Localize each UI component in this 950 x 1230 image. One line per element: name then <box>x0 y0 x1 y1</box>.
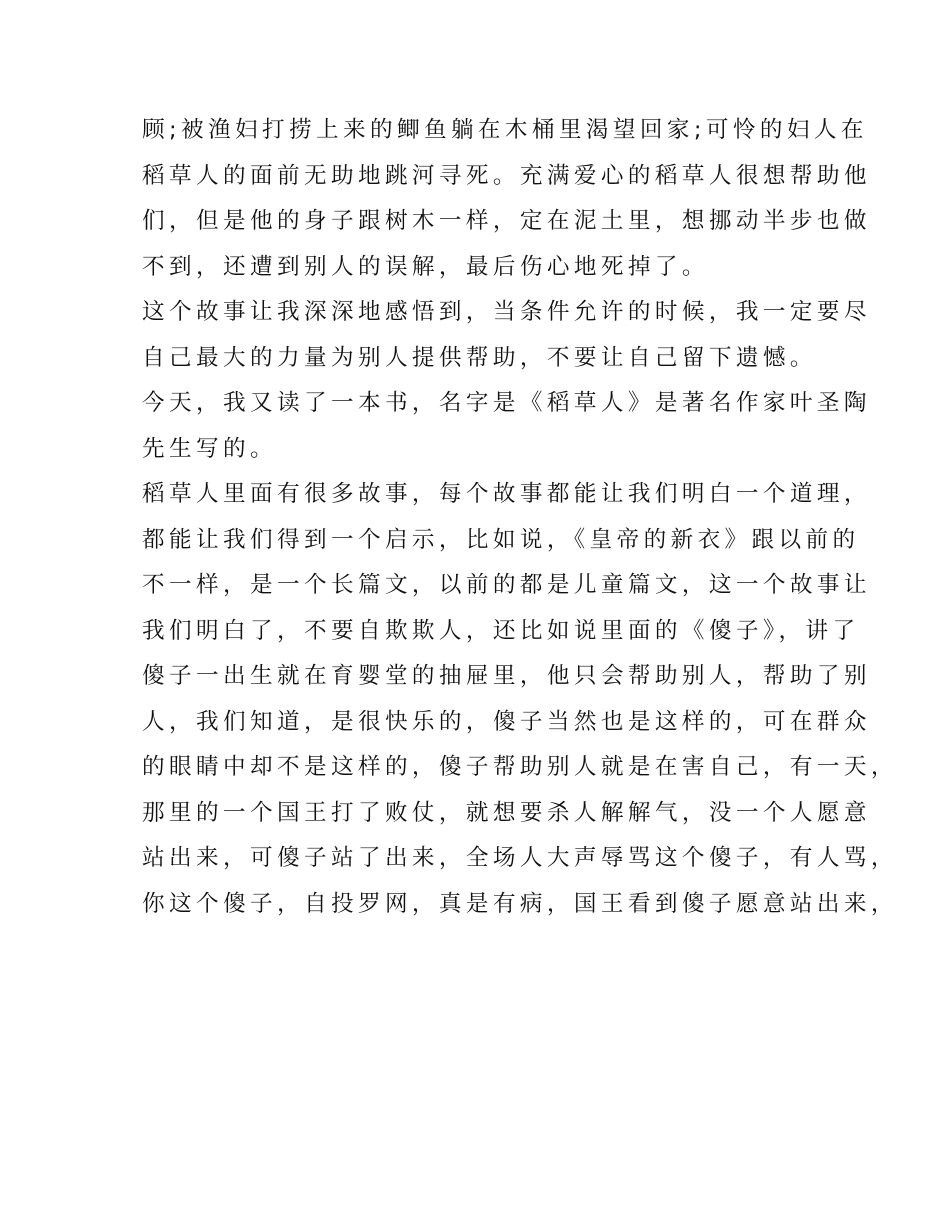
text-line: 站出来，可傻子站了出来，全场人大声辱骂这个傻子，有人骂， <box>142 845 898 871</box>
text-line: 先生写的。 <box>142 435 277 462</box>
document-body <box>142 108 898 927</box>
text-line: 不到，还遭到别人的误解，最后伤心地死掉了。 <box>142 253 709 280</box>
text-line: 傻子一出生就在育婴堂的抽屉里，他只会帮助别人，帮助了别 <box>142 663 871 689</box>
text-line: 稻草人的面前无助地跳河寻死。充满爱心的稻草人很想帮助他 <box>142 162 871 189</box>
text-line: 们，但是他的身子跟树木一样，定在泥土里，想挪动半步也做 <box>142 208 871 234</box>
text-line: 今天，我又读了一本书，名字是《稻草人》是著名作家叶圣陶 <box>142 390 871 416</box>
text-line: 都能让我们得到一个启示，比如说，《皇帝的新衣》跟以前的 <box>142 526 860 553</box>
text-line: 这个故事让我深深地感悟到，当条件允许的时候，我一定要尽 <box>142 299 871 325</box>
text-line: 不一样，是一个长篇文，以前的都是儿童篇文，这一个故事让 <box>142 572 871 598</box>
text-line: 顾;被渔妇打捞上来的鲫鱼躺在木桶里渴望回家;可怜的妇人在 <box>142 117 868 143</box>
text-line: 我们明白了，不要自欺欺人，还比如说里面的《傻子》，讲了 <box>142 617 860 644</box>
text-line: 那里的一个国王打了败仗，就想要杀人解解气，没一个人愿意 <box>142 799 871 826</box>
text-line: 稻草人里面有很多故事，每个故事都能让我们明白一个道理， <box>142 481 871 507</box>
text-line: 的眼睛中却不是这样的，傻子帮助别人就是在害自己，有一天， <box>142 754 898 780</box>
text-line: 你这个傻子，自投罗网，真是有病，国王看到傻子愿意站出来， <box>142 890 898 917</box>
text-line: 自己最大的力量为别人提供帮助，不要让自己留下遗憾。 <box>142 344 817 371</box>
text-line: 人，我们知道，是很快乐的，傻子当然也是这样的，可在群众 <box>142 708 871 735</box>
